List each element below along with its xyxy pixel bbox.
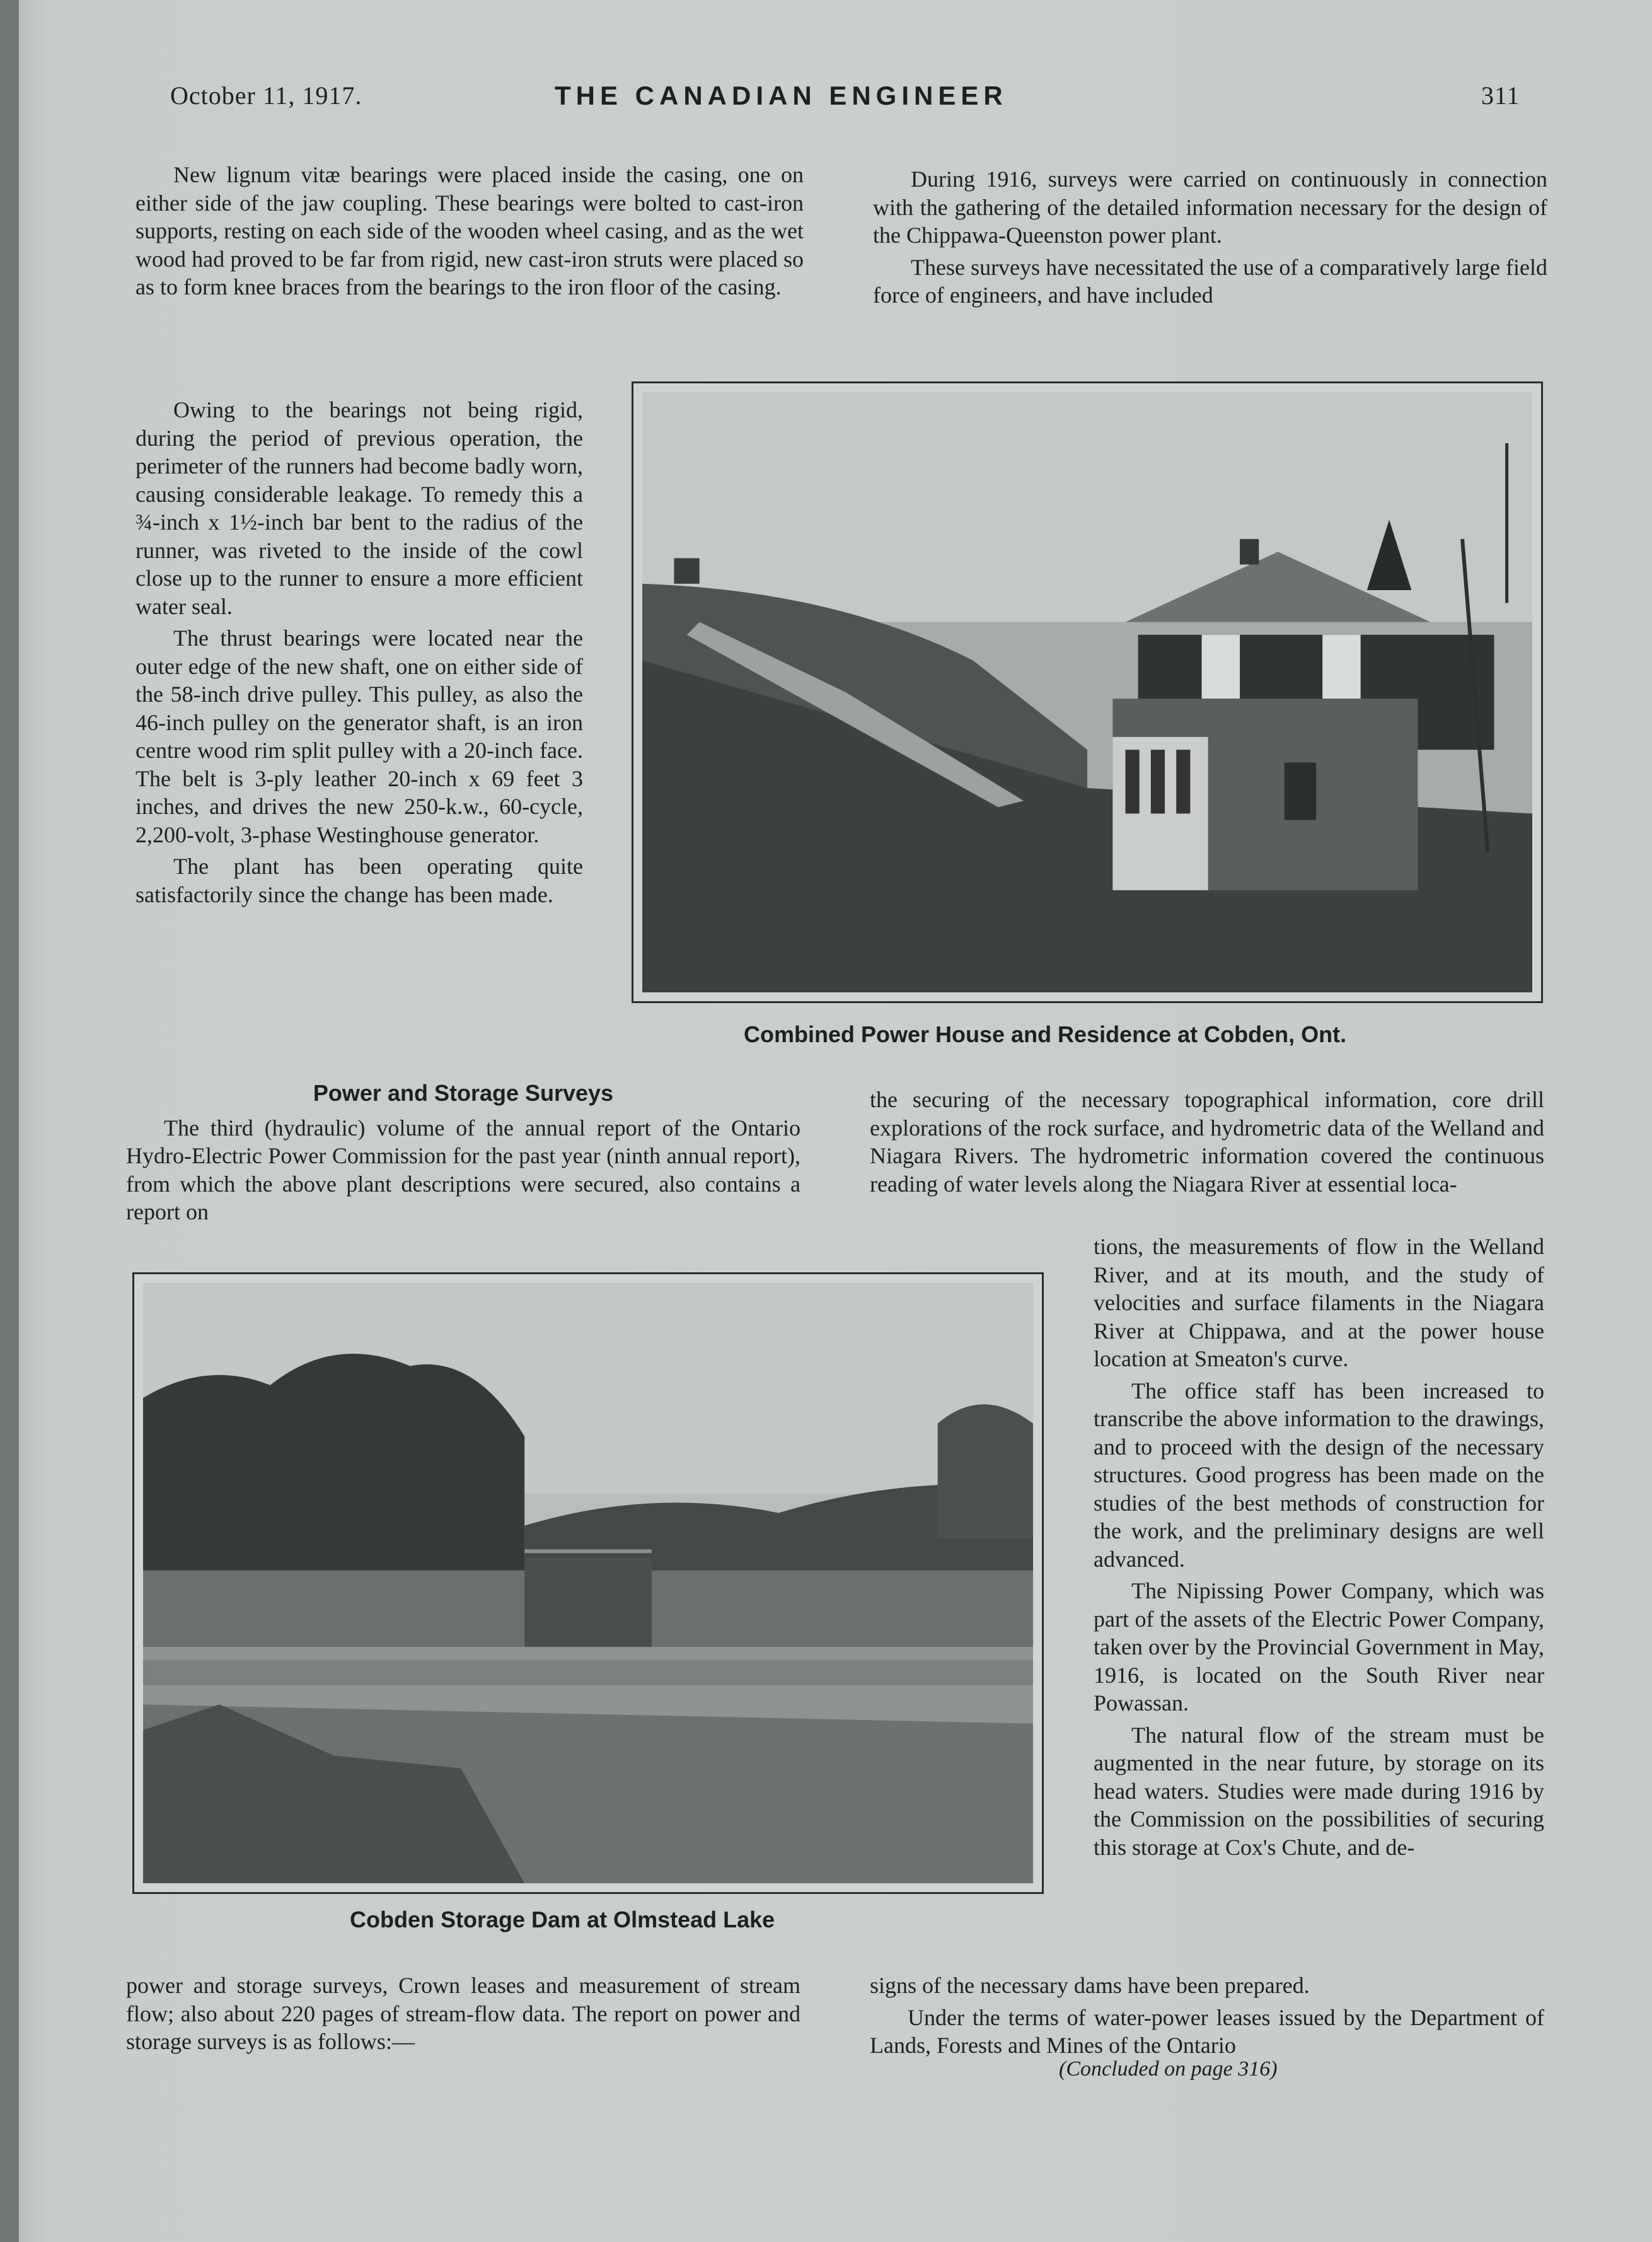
right-column-mid	[870, 1086, 1544, 1198]
paragraph: During 1916, surveys were carried on continuously in connection with the gathering of the detailed information necessary for the design of the Chippawa-Queenston power plant.	[873, 166, 1547, 248]
header-date: October 11, 1917.	[170, 81, 362, 110]
paragraph: The natural flow of the stream must be augmented in the near future, by storage on its head waters. Studies were made during 1916 by the Commission on the possibilities of securing this storage at Cox's Chute, and de-	[1094, 1722, 1544, 1860]
journal-title: THE CANADIAN ENGINEER	[555, 81, 1008, 110]
page-number: 311	[1481, 81, 1520, 110]
paragraph: signs of the necessary dams have been prepared.	[870, 1973, 1310, 1998]
continued-note: (Concluded on page 316)	[1059, 2057, 1278, 2081]
power-house-image	[642, 392, 1532, 992]
photo-power-house	[632, 381, 1543, 1003]
left-column-top	[136, 161, 804, 301]
paragraph: These surveys have necessitated the use of a comparatively large field force of engineers, and have included	[873, 254, 1547, 308]
paragraph: Owing to the bearings not being rigid, during the period of previous operation, the perimeter of the runners had become badly worn, causing considerable leakage. To remedy this a ¾-inch x 1½-inch bar bent to the radius of the runner, was riveted to the inside of the cowl close up to the runner to ensure a more efficient water seal.	[136, 397, 583, 619]
right-column-bottom	[870, 1972, 1544, 2060]
paragraph: The office staff has been increased to transcribe the above information to the drawings, and to proceed with the design of the necessary structures. Good progress has been made on the studies of the best methods of construction for the work, and the preliminary designs are well advanced.	[1094, 1378, 1544, 1572]
paragraph: New lignum vitæ bearings were placed inside the casing, one on either side of the jaw coupling. These bearings were bolted to cast-iron supports, resting on each side of the wooden wheel casing, and as the wet wood had proved to be far from rigid, new cast-iron struts were placed so as to form knee braces from the bearings to the iron floor of the casing.	[136, 162, 804, 299]
paragraph: tions, the measurements of flow in the Welland River, and at its mouth, and the study of velocities and surface filaments in the Niagara River at Chippawa, and at the power house location at Smeaton's curve.	[1094, 1234, 1544, 1371]
photo-storage-dam	[132, 1272, 1044, 1894]
paragraph: Under the terms of water-power leases issued by the Department of Lands, Forests and Mines of the Ontario	[870, 2004, 1544, 2058]
paragraph: The thrust bearings were located near the outer edge of the new shaft, one on either side of the 58-inch drive pulley. This pulley, as also the 46-inch pulley on the generator shaft, is an iron centre wood rim split pulley with a 20-inch face. The belt is 3-ply leather 20-inch x 69 feet 3 inches, and drives the new 250-k.w., 60-cycle, 2,200-volt, 3-phase Westinghouse generator.	[136, 625, 583, 847]
section-heading: Power and Storage Surveys	[313, 1080, 614, 1106]
storage-dam-image	[143, 1283, 1033, 1883]
photo2-caption: Cobden Storage Dam at Olmstead Lake	[350, 1907, 775, 1932]
binding-gutter	[0, 0, 19, 2242]
right-column-top	[873, 165, 1547, 310]
left-column-mid	[126, 1079, 800, 1226]
photo1-caption: Combined Power House and Residence at Cobden, Ont.	[744, 1021, 1347, 1047]
left-column-narrow	[136, 396, 583, 909]
paragraph: The third (hydraulic) volume of the annual report of the Ontario Hydro-Electric Power Commission for the past year (ninth annual report), from which the above plant descriptions were secured, also contains a report on	[126, 1115, 800, 1224]
paragraph: the securing of the necessary topographical information, core drill explorations of the rock surface, and hydrometric data of the Welland and Niagara Rivers. The hydrometric information covered the continuous reading of water levels along the Niagara River at essential loca-	[870, 1087, 1544, 1197]
paragraph: The plant has been operating quite satisfactorily since the change has been made.	[136, 854, 583, 907]
left-column-bottom	[126, 1972, 800, 2056]
paragraph: The Nipissing Power Company, which was part of the assets of the Electric Power Company, taken over by the Provincial Government in May, 1916, is located on the South River near Powassan.	[1094, 1578, 1544, 1716]
paragraph: power and storage surveys, Crown leases and measurement of stream flow; also about 220 pages of stream-flow data. The report on power and storage surveys is as follows:—	[126, 1973, 800, 2054]
right-column-narrow	[1094, 1233, 1544, 1861]
